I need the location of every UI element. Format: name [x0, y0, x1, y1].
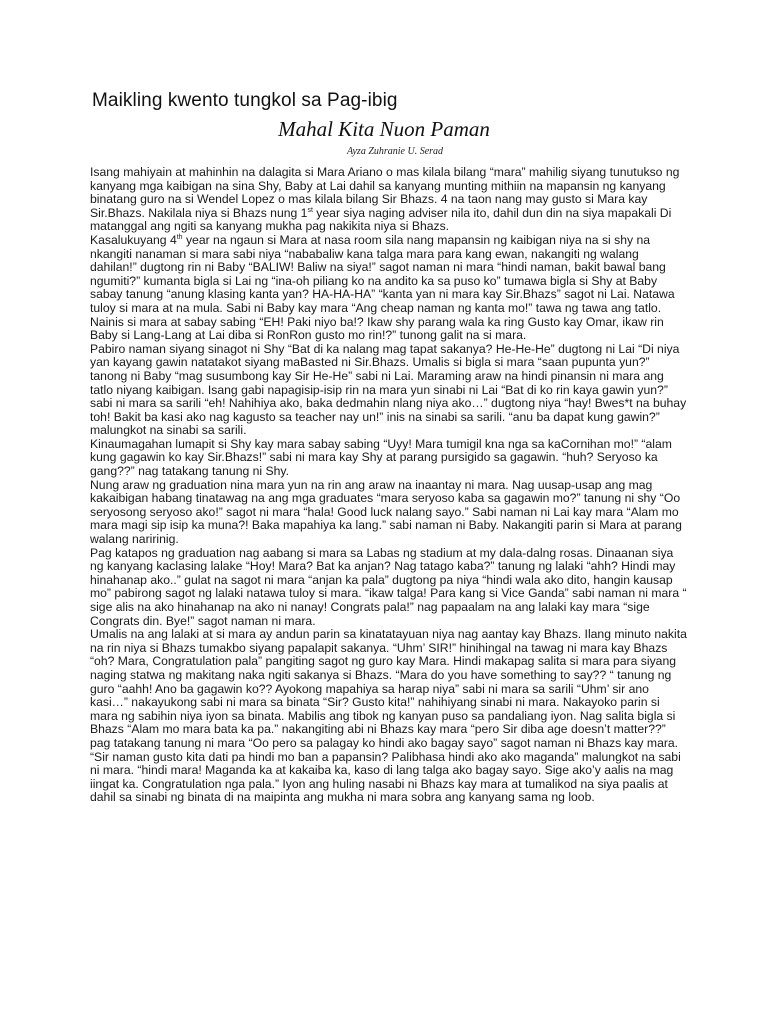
author-name: Ayza Zuhranie U. Serad	[346, 146, 444, 157]
paragraph-text: Pag katapos ng graduation nag aabang si mara sa Labas ng stadium at my dala-dalng rosas. Dinaanan siya ng kanyang kaclasing lalake “Hoy! Mara? Bat ka anjan? Nag tatago kaba?” tanung ng lalaki “ahh? Hindi may hinahanap ako..” gulat na sagot ni mara “anjan ka pala” dugtong pa niya “hindi wala ako dito, hangin kausap mo” pabirong sagot ng lalaki natawa tuloy si mara. “ikaw talga! Para kang si Vice Ganda” sabi naman ni mara “ sige alis na ako hinahanap na ako ni nanay! Congrats pala!” nag papaalam na ang lalaki kay mara “sige Congrats din. Bye!” sagot naman ni mara.	[90, 545, 687, 628]
paragraph-text: year siya naging adviser nila ito, dahil dun din na siya mapakali Di matanggal ang ngiti sa kanyang mukha pag nakikita niya si Bhazs.	[90, 205, 672, 234]
story-paragraph	[90, 234, 688, 343]
story-paragraph	[90, 547, 688, 629]
paragraph-text: Kasalukuyang 4	[90, 232, 177, 247]
document-heading: Maikling kwento tungkol sa Pag-ibig	[92, 90, 398, 111]
story-title: Mahal Kita Nuon Paman	[278, 117, 490, 141]
paragraph-text: Umalis na ang lalaki at si mara ay andun parin sa kinatatayuan niya nag aantay kay Bhazs. Ilang minuto nakita na rin niya si Bhazs tumakbo siyang papalapit sakanya. “Uhm’ SIR!” hinihingal na tawag ni mara kay Bhazs “oh? Mara, Congratulation pala” pangiting sagot ng guro kay Mara. Hindi makapag salita si mara para siyang naging statwa ng makitang naka ngiti sakanya si Bhazs. “Mara do you have something to say?? “ tanung ng guro “aahh! Ano ba gagawin ko?? Ayokong mapahiya sa harap niya” sabi ni mara sa sarili “Uhm’ sir ano kasi…” nakayukong sabi ni mara sa binata “Sir? Gusto kita!” nahihiyang sinabi ni mara. Nakayoko parin si mara ng sabihin niya iyon sa binata. Mabilis ang tibok ng kanyan puso sa pandaliang iyon. Nag salita bigla si Bhazs “Alam mo mara bata ka pa.” nakangiting abi ni Bhazs kay mara “pero Sir diba age doesn’t matter??” pag tatakang tanung ni mara “Oo pero sa palagay ko hindi ako bagay sayo” sagot naman ni Bhazs kay mara. “Sir naman gusto kita dati pa hindi mo ban a papansin? Palibhasa hindi ako ako maganda” malungkot na sabi ni mara. “hindi mara! Maganda ka at kakaiba ka, kaso di lang talga ako bagay sayo. Sige ako’y aalis na mag iingat ka. Congratulation nga pala.” Iyon ang huling nasabi ni Bhazs kay mara at tumalikod na siya paalis at dahil sa sinabi ng binata di na maipinta ang mukha ni mara sobra ang kanyang sama ng loob.	[90, 627, 687, 805]
story-paragraph	[90, 166, 688, 234]
paragraph-text: year na ngaun si Mara at nasa room sila nang mapansin ng kaibigan niya na si shy na nkangiti nanaman si mara sabi niya “nababaliw kana talga mara para kang ewan, nakangiti ng walang dahilan!” dugtong rin ni Baby “BALIW! Baliw na siya!” sagot naman ni mara “hindi naman, bakit bawal bang ngumiti?” kumanta bigla si Lai ng “ina-oh piliang ko na andito ka sa puso ko” tumawa bigla si Shy at Baby sabay tanung “anung klasing kanta yan? HA-HA-HA” “kanta yan ni mara kay Sir.Bhazs” sagot ni Lai. Natawa tuloy si mara at na mula. Sabi ni Baby kay mara “Ang cheap naman ng kanta mo!” tawa ng tawa ang tatlo. Nainis si mara at sabay sabing “EH! Paki niyo ba!? Ikaw shy parang wala ka ring Gusto kay Omar, ikaw rin Baby si Lang-Lang at Lai diba si RonRon gusto mo rin!?” tunong galit na si mara.	[90, 232, 675, 343]
paragraph-text: Pabiro naman siyang sinagot ni Shy “Bat di ka nalang mag tapat sakanya? He-He-He” dugtong ni Lai “Di niya yan kayang gawin natatakot siyang maBasted ni Sir.Bhazs. Umalis si bigla si mara “saan pupunta yun?” tanong ni Baby “mag susumbong kay Sir He-He” sabi ni Lai. Maraming araw na hindi pinansin ni mara ang tatlo niyang kaibigan. Isang gabi napagisip-isip rin na mara yun sinabi ni Lai “Bat di ko rin kaya gawin yun?” sabi ni mara sa sarili “eh! Nahihiya ako, baka dedmahin nlang niya ako…” dugtong niya “hay! Bwes*t na buhay toh! Bakit ba kasi ako nag kagusto sa teacher nay un!” inis na sinabi sa sarili. “anu ba dapat kung gawin?” malungkot na sinabi sa sarili.	[90, 341, 687, 438]
paragraph-text: Isang mahiyain at mahinhin na dalagita si Mara Ariano o mas kilala bilang “mara” mahilig siyang tunutukso ng kanyang mga kaibigan na sina Shy, Baby at Lai dahil sa kanyang munting mithiin na mapansin ng kanyang binatang guro na si Wendel Lopez o mas kilala bilang Sir Bhazs. 4 na taon nang may gusto si Mara kay Sir.Bhazs. Nakilala niya si Bhazs nung 1	[90, 165, 680, 220]
paragraph-text: Kinaumagahan lumapit si Shy kay mara sabay sabing “Uyy! Mara tumigil kna nga sa kaCornihan mo!” “alam kung gagawin ko kay Sir.Bhazs!” sabi ni mara kay Shy at parang pursigido sa gagawin. “huh? Seryoso ka gang??” nag tatakang tanung ni Shy.	[90, 436, 672, 479]
story-paragraph	[90, 628, 688, 805]
story-paragraph	[90, 438, 688, 479]
paragraph-text: Nung araw ng graduation nina mara yun na rin ang araw na inaantay ni mara. Nag uusap-usap ang mag kakaibigan habang tinatawag na ang mga graduates “mara seryoso kaba sa gagawin mo?” tanung ni shy “Oo seryosong seryoso ako!” sagot ni mara “hala! Good luck nalang sayo.” Sabi naman ni Lai kay mara “Alam mo mara magi sip isip ka muna?! Baka mapahiya ka lang.” sabi naman ni Baby. Nakangiti parin si Mara at parang walang naririnig.	[90, 477, 682, 547]
story-paragraph	[90, 479, 688, 547]
ordinal-suffix: st	[307, 206, 313, 214]
ordinal-suffix: th	[176, 233, 183, 241]
story-paragraph	[90, 343, 688, 438]
story-body	[90, 166, 688, 805]
